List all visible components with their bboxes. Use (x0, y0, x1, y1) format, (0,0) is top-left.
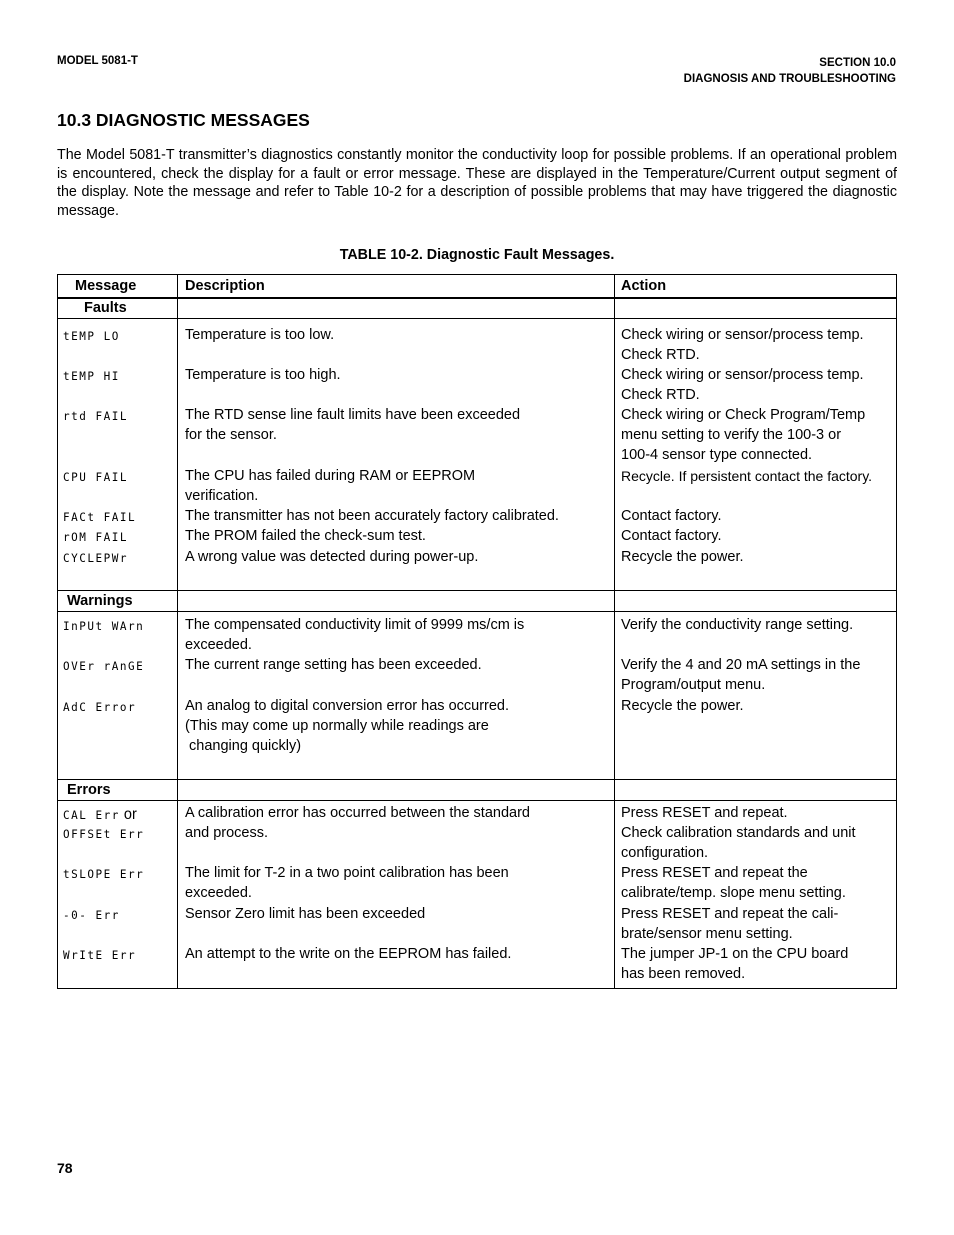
action-line: Recycle. If persistent contact the factory. (621, 468, 873, 484)
fault-code-text: InPUt WArn (63, 619, 145, 634)
diagnostic-fault-table (57, 274, 897, 989)
action-line: configuration. (621, 845, 709, 861)
fault-code (63, 657, 144, 678)
fault-code (63, 508, 136, 529)
table-caption: TABLE 10-2. Diagnostic Fault Messages. (339, 247, 615, 263)
description-line: changing quickly) (185, 738, 302, 754)
section-errors-title: Errors (67, 782, 111, 798)
row-rule (58, 800, 896, 801)
description-line: Temperature is too low. (185, 327, 335, 343)
fault-code-text: WrItE Err (63, 948, 137, 963)
fault-code-text: -0- Err (63, 908, 120, 923)
fault-code-text: tEMP LO (63, 329, 120, 344)
description-line: and process. (185, 825, 269, 841)
description-line: (This may come up normally while readings are (185, 718, 489, 734)
column-header-description: Description (185, 278, 265, 294)
action-line: Contact factory. (621, 528, 722, 544)
fault-code (63, 804, 137, 826)
fault-code (63, 825, 144, 846)
action-line: Check RTD. (621, 387, 700, 403)
page-number: 78 (57, 1160, 73, 1176)
description-line: exceeded. (185, 637, 252, 653)
description-line: The compensated conductivity limit of 9999 ms/cm is (185, 617, 525, 633)
fault-code (63, 549, 128, 570)
section-faults-title: Faults (84, 300, 127, 316)
action-line: Check RTD. (621, 347, 700, 363)
row-rule (58, 611, 896, 612)
action-line: Check calibration standards and unit (621, 825, 856, 841)
column-divider (614, 275, 615, 988)
action-line: menu setting to verify the 100-3 or (621, 427, 842, 443)
fault-code-text: CYCLEPWr (63, 551, 128, 566)
header-section (684, 55, 896, 87)
fault-code-text: AdC Error (63, 700, 137, 715)
header-section-number: SECTION 10.0 (819, 57, 896, 69)
fault-code-text: CPU FAIL (63, 470, 128, 485)
fault-code (63, 327, 120, 348)
fault-code-text: CAL Err (63, 808, 120, 823)
description-line: The transmitter has not been accurately factory calibrated. (185, 508, 559, 524)
action-line: The jumper JP-1 on the CPU board (621, 946, 849, 962)
action-line: Check wiring or sensor/process temp. (621, 327, 864, 343)
description-line: Temperature is too high. (185, 367, 341, 383)
action-line: Check wiring or Check Program/Temp (621, 407, 866, 423)
fault-code (63, 407, 128, 428)
fault-code (63, 906, 120, 927)
action-line: Press RESET and repeat the cali- (621, 906, 839, 922)
action-line: Recycle the power. (621, 549, 744, 565)
action-line: calibrate/temp. slope menu setting. (621, 885, 846, 901)
intro-paragraph: The Model 5081-T transmitter’s diagnostics constantly monitor the conductivity loop for possible problems. If an operational problem is encountered, check the display for a fault or error message. These are displayed in the Temperature/Current output segment of the display. Note the message and refer to Table 10-2 for a description of possible problems that may have triggered the diagnostic message. (57, 147, 897, 219)
fault-code (63, 865, 144, 886)
action-line: Check wiring or sensor/process temp. (621, 367, 864, 383)
row-rule (58, 590, 896, 591)
fault-code-suffix: or (119, 806, 137, 824)
row-rule (58, 779, 896, 780)
description-line: The PROM failed the check-sum test. (185, 528, 426, 544)
action-line: Program/output menu. (621, 677, 766, 693)
description-line: verification. (185, 488, 259, 504)
description-line: An analog to digital conversion error has occurred. (185, 698, 510, 714)
fault-code (63, 946, 136, 967)
description-line: The RTD sense line fault limits have been exceeded (185, 407, 521, 423)
header-rule (58, 297, 896, 299)
fault-code (63, 367, 120, 388)
action-line: Verify the 4 and 20 mA settings in the (621, 657, 861, 673)
header-section-title: DIAGNOSIS AND TROUBLESHOOTING (683, 73, 896, 85)
fault-code-text: tSLOPE Err (63, 867, 145, 882)
header-model: MODEL 5081-T (57, 55, 138, 67)
action-line: Press RESET and repeat the (621, 865, 808, 881)
fault-code-text: tEMP HI (63, 369, 120, 384)
action-line: Recycle the power. (621, 698, 744, 714)
section-warnings-title: Warnings (67, 593, 133, 609)
description-line: exceeded. (185, 885, 252, 901)
description-line: A calibration error has occurred between the standard (185, 805, 530, 821)
description-line: Sensor Zero limit has been exceeded (185, 906, 426, 922)
action-line: Press RESET and repeat. (621, 805, 788, 821)
fault-code-text: OVEr rAnGE (63, 659, 145, 674)
fault-code-text: OFFSEt Err (63, 827, 145, 842)
action-line: has been removed. (621, 966, 746, 982)
fault-code (63, 617, 144, 638)
description-line: for the sensor. (185, 427, 277, 443)
description-line: The limit for T-2 in a two point calibration has been (185, 865, 509, 881)
fault-code (63, 528, 128, 549)
action-line: brate/sensor menu setting. (621, 926, 793, 942)
description-line: A wrong value was detected during power-up. (185, 549, 479, 565)
action-line: Verify the conductivity range setting. (621, 617, 854, 633)
fault-code (63, 698, 136, 719)
fault-code (63, 468, 128, 489)
action-line: Contact factory. (621, 508, 722, 524)
description-line: An attempt to the write on the EEPROM has failed. (185, 946, 512, 962)
fault-code-text: rOM FAIL (63, 530, 128, 545)
description-line: The current range setting has been exceeded. (185, 657, 482, 673)
description-line: The CPU has failed during RAM or EEPROM (185, 468, 476, 484)
action-line: 100-4 sensor type connected. (621, 447, 813, 463)
row-rule (58, 318, 896, 319)
section-title: 10.3 DIAGNOSTIC MESSAGES (57, 110, 310, 130)
column-header-action: Action (621, 278, 667, 294)
fault-code-text: FACt FAIL (63, 510, 137, 525)
column-divider (177, 275, 178, 988)
column-header-message: Message (75, 278, 137, 294)
fault-code-text: rtd FAIL (63, 409, 128, 424)
